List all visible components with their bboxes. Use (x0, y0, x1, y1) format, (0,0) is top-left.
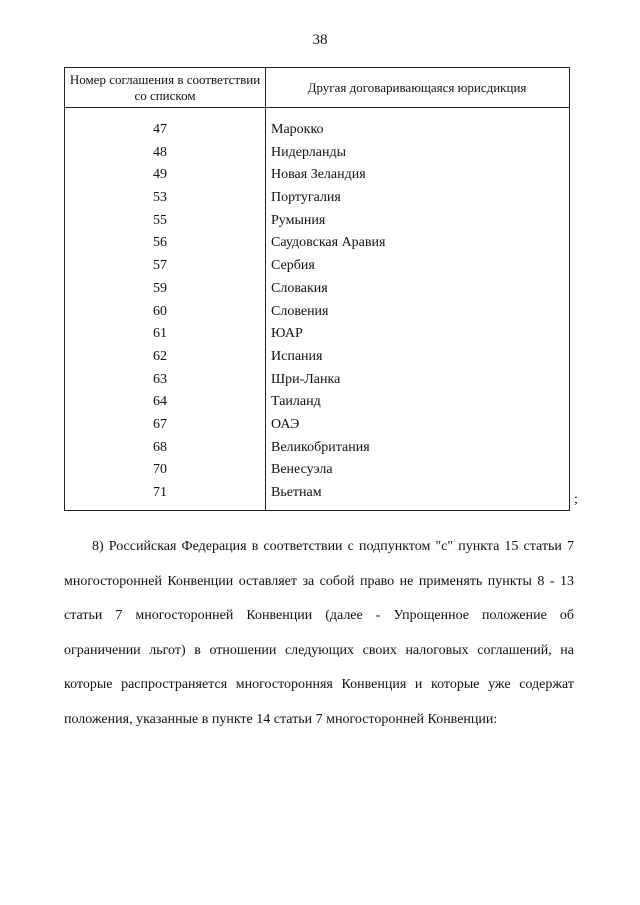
jurisdiction-name: Нидерланды (271, 144, 346, 160)
jurisdiction-name: Саудовская Аравия (271, 235, 386, 251)
row-terminator: ; (574, 492, 578, 507)
agreement-number: 71 (153, 485, 167, 500)
agreement-number: 47 (153, 122, 167, 137)
agreement-number: 48 (153, 144, 167, 160)
agreement-number: 55 (153, 212, 167, 228)
jurisdiction-name: Венесуэла (271, 462, 333, 478)
table-row (65, 165, 569, 188)
table-row (65, 347, 569, 370)
table-row (65, 483, 569, 506)
table-row (65, 438, 569, 461)
jurisdiction-name: Испания (271, 348, 323, 364)
jurisdiction-name: Сербия (271, 258, 315, 274)
agreement-number: 68 (153, 439, 167, 455)
jurisdiction-name: Новая Зеландия (271, 167, 366, 183)
table-row (65, 143, 569, 166)
jurisdiction-name: ЮАР (271, 326, 303, 342)
agreements-table (64, 67, 570, 511)
table-row (65, 188, 569, 211)
jurisdiction-name: Словакия (271, 280, 328, 296)
agreement-number: 70 (153, 462, 167, 478)
agreement-number: 61 (153, 326, 167, 342)
header-jurisdiction: Другая договаривающаяся юрисдикция (307, 80, 527, 95)
jurisdiction-name: Марокко (271, 122, 324, 137)
agreement-number: 53 (153, 190, 167, 206)
table-row (65, 370, 569, 393)
table-header (65, 68, 569, 108)
agreement-number: 64 (153, 394, 167, 410)
table-row (65, 460, 569, 483)
table-row (65, 120, 569, 143)
agreement-number: 49 (153, 167, 167, 183)
jurisdiction-name: Великобритания (271, 439, 370, 455)
jurisdiction-name: Португалия (271, 190, 341, 206)
jurisdiction-name: Таиланд (271, 394, 321, 410)
agreement-number: 59 (153, 280, 167, 296)
agreement-number: 57 (153, 258, 167, 274)
jurisdiction-name: Вьетнам (271, 485, 322, 500)
table-row (65, 279, 569, 302)
table-row (65, 302, 569, 325)
table-row (65, 211, 569, 234)
table-row (65, 324, 569, 347)
jurisdiction-name: ОАЭ (271, 416, 300, 432)
table-row (65, 256, 569, 279)
table-row (65, 392, 569, 415)
body-paragraph: 8) Российская Федерация в соответствии с подпунктом "c" пункта 15 статьи 7 многосторонней Конвенции оставляет за собой право не применять пункты 8 - 13 статьи 7 многосторонней Конвенции (далее - Упрощенное положение об ограничении льгот) в отношении следующих своих налоговых соглашений, на которые распространяется многосторонняя Конвенция и которые уже содержат положения, указанные в пункте 14 статьи 7 многосторонней Конвенции: (64, 539, 574, 727)
agreement-number: 63 (153, 371, 167, 387)
page-number: 38 (312, 32, 328, 48)
table-row (65, 415, 569, 438)
agreement-number: 60 (153, 303, 167, 319)
table-body (65, 120, 569, 506)
jurisdiction-name: Словения (271, 303, 329, 319)
jurisdiction-name: Шри-Ланка (271, 371, 341, 387)
agreement-number: 56 (153, 235, 167, 251)
agreement-number: 67 (153, 416, 167, 432)
header-agreement-number: Номер соглашения в соответствии со списком (69, 72, 261, 103)
agreement-number: 62 (153, 348, 167, 364)
table-row (65, 233, 569, 256)
jurisdiction-name: Румыния (271, 212, 326, 228)
